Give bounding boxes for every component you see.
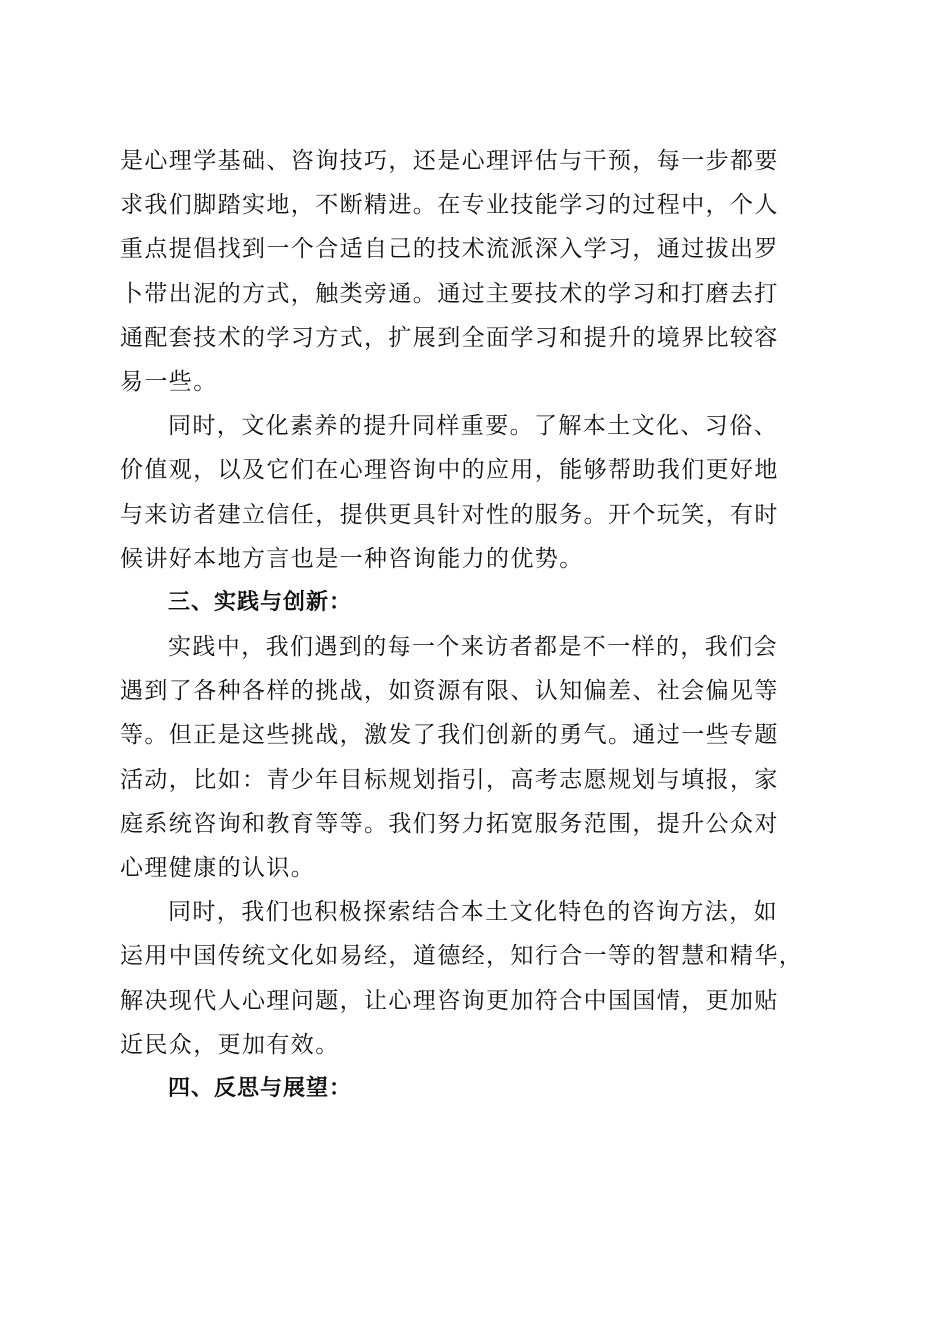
paragraph-line: 近民众，更加有效。 — [120, 1031, 340, 1058]
document-body — [120, 139, 830, 1111]
paragraph-line: 运用中国传统文化如易经，道德经，知行合一等的智慧和精华， — [120, 943, 804, 970]
paragraph-line: 求我们脚踏实地，不断精进。在专业技能学习的过程中，个人 — [120, 192, 779, 219]
paragraph-line: 等。但正是这些挑战，激发了我们创新的勇气。通过一些专题 — [120, 722, 779, 749]
section-heading-practice: 三、实践与创新： — [168, 589, 353, 615]
paragraph-line: 易一些。 — [120, 368, 218, 395]
paragraph-line: 重点提倡找到一个合适自己的技术流派深入学习，通过拔出罗 — [120, 236, 779, 263]
paragraph-line: 心理健康的认识。 — [120, 855, 316, 881]
paragraph-line: 通配套技术的学习方式，扩展到全面学习和提升的境界比较容 — [120, 324, 779, 351]
paragraph-line: 实践中，我们遇到的每一个来访者都是不一样的，我们会 — [168, 634, 778, 661]
paragraph-line: 卜带出泥的方式，触类旁通。通过主要技术的学习和打磨去打 — [120, 280, 779, 307]
paragraph-line: 候讲好本地方言也是一种咨询能力的优势。 — [120, 545, 584, 572]
paragraph-2 — [120, 404, 830, 581]
paragraph-line: 活动，比如：青少年目标规划指引，高考志愿规划与填报，家 — [120, 766, 779, 793]
paragraph-4 — [120, 890, 830, 1067]
paragraph-line: 价值观，以及它们在心理咨询中的应用，能够帮助我们更好地 — [120, 457, 779, 484]
paragraph-3 — [120, 625, 830, 890]
paragraph-line: 同时，文化素养的提升同样重要。了解本土文化、习俗、 — [168, 413, 778, 440]
paragraph-1 — [120, 139, 830, 404]
paragraph-line: 与来访者建立信任，提供更具针对性的服务。开个玩笑，有时 — [120, 501, 779, 528]
paragraph-line: 是心理学基础、咨询技巧，还是心理评估与干预，每一步都要 — [120, 148, 779, 174]
paragraph-line: 同时，我们也积极探索结合本土文化特色的咨询方法，如 — [168, 899, 778, 926]
paragraph-line: 解决现代人心理问题，让心理咨询更加符合中国国情，更加贴 — [120, 987, 779, 1014]
paragraph-line: 庭系统咨询和教育等等。我们努力拓宽服务范围，提升公众对 — [120, 810, 779, 837]
paragraph-line: 遇到了各种各样的挑战，如资源有限、认知偏差、社会偏见等 — [120, 678, 779, 705]
section-heading-reflection: 四、反思与展望： — [168, 1075, 353, 1101]
